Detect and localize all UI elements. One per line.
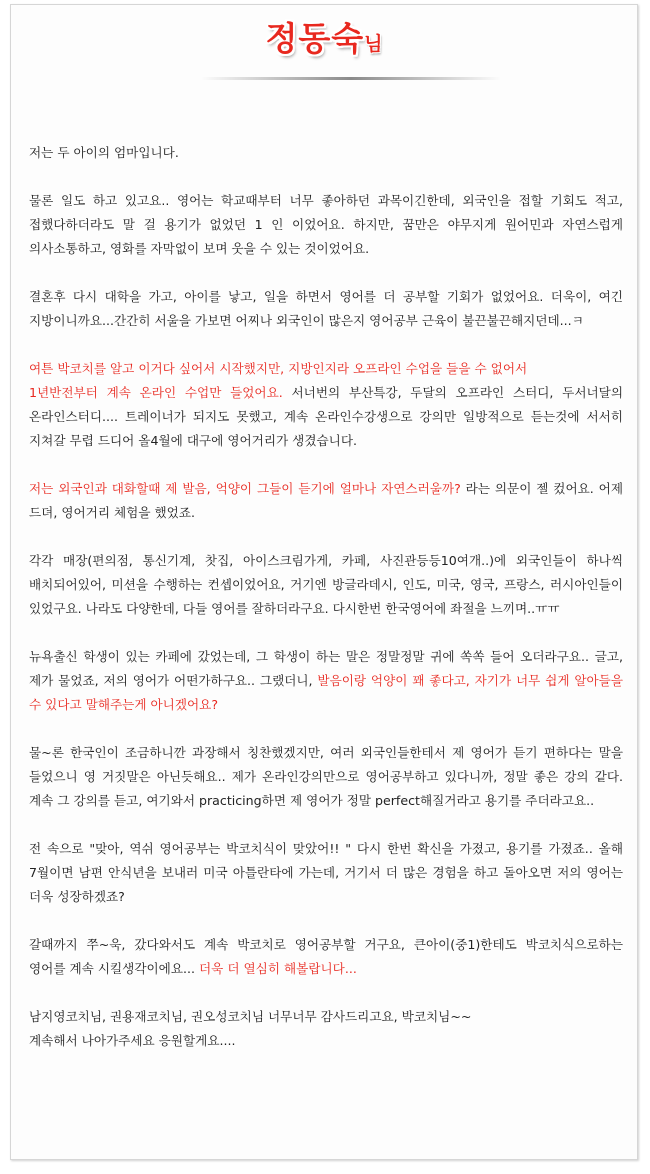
paragraph-question-rest: 라는 의문이 젤 컸어요. 어제 드뎌, 영어거리 체험을 했었죠. bbox=[29, 481, 623, 520]
highlight-resolve: 더욱 더 열심히 해볼랍니다... bbox=[199, 961, 357, 976]
paragraph-online-study bbox=[29, 357, 623, 453]
paragraph-confidence: 전 속으로 "맞아, 역쉬 영어공부는 박코치식이 맞았어!! " 다시 한번 확신을 가졌고, 용기를 가졌죠.. 올해 7월이면 남편 안식년을 보내러 미국 아틀란타에 가는데, 거기서 더 많은 경험을 하고 돌아오면 저의 영어는 더욱 성장하겠죠? bbox=[29, 841, 623, 904]
paragraph-question bbox=[29, 477, 623, 525]
highlight-question: 저는 외국인과 대화할때 제 발음, 억양이 그들이 듣기에 얼마나 자연스러울까? bbox=[29, 481, 461, 496]
highlight-online-course: 1년반전부터 계속 온라인 수업만 들었어요. bbox=[29, 385, 283, 400]
thanks-line-1: 남지영코치님, 권용재코치님, 권오성코치님 너무너무 감사드리고요, 박코치님~~ bbox=[29, 1009, 472, 1024]
title-suffix: 님 bbox=[364, 33, 383, 55]
highlight-start: 여튼 박코치를 알고 이거다 싶어서 시작했지만, 지방인지라 오프라인 수업을 들을 수 없어서 bbox=[29, 361, 528, 376]
paragraph-intro: 저는 두 아이의 엄마입니다. bbox=[29, 145, 179, 160]
highlight-compliment: 발음이랑 억양이 꽤 좋다고, 자기가 너무 쉽게 알아들을 수 있다고 말해주는게 아니겠어요? bbox=[29, 673, 624, 712]
paragraph-plan-text: 갈때까지 쭈~욱, 갔다와서도 계속 박코치로 영어공부할 거구요, 큰아이(중1)한테도 박코치식으로하는 영어를 계속 시킬생각이에요... bbox=[29, 937, 623, 976]
paragraph-online-study-rest: 서너번의 부산특강, 두달의 오프라인 스터디, 두서너달의 온라인스터디.... 트레이너가 되지도 못했고, 계속 온라인수강생으로 강의만 일방적으로 듣는것에 서서히 지쳐갈 무렵 드디어 올4월에 대구에 영어거리가 생겼습니다. bbox=[29, 385, 624, 448]
paragraph-marriage: 결혼후 다시 대학을 가고, 아이를 낳고, 일을 하면서 영어를 더 공부할 기회가 없었어요. 더욱이, 여긴 지방이니까요...간간히 서울을 가보면 어찌나 외국인이 많은지 영어공부 근육이 불끈불끈해지던데...ㅋ bbox=[29, 289, 623, 328]
paragraph-cafe bbox=[29, 645, 623, 717]
paragraph-plan bbox=[29, 933, 623, 981]
title-divider bbox=[201, 77, 501, 80]
testimonial-card bbox=[10, 4, 638, 1160]
title-name: 정동숙 bbox=[265, 19, 365, 58]
paragraph-cafe-text: 뉴욕출신 학생이 있는 카페에 갔었는데, 그 학생이 하는 말은 정말정말 귀에 쏙쏙 들어 오더라구요.. 글고, 제가 물었죠, 저의 영어가 어떤가하구요.. 그랬더니, bbox=[29, 649, 623, 688]
paragraph-thanks bbox=[29, 1005, 623, 1053]
thanks-line-2: 계속해서 나아가주세요 응원할게요.... bbox=[29, 1033, 236, 1048]
paragraph-background: 물론 일도 하고 있고요.. 영어는 학교때부터 너무 좋아하던 과목이긴한데, 외국인을 접할 기회도 적고, 접했다하더라도 말 걸 용기가 없었던 1 인 이었어요. 하지만, 꿈만은 야무지게 원어민과 자연스럽게 의사소통하고, 영화를 자막없이 보며 웃을 수 있는 것이었어요. bbox=[29, 193, 623, 256]
paragraph-english-street: 각각 매장(편의점, 통신기계, 찻집, 아이스크림가게, 카페, 사진관등등10여개..)에 외국인들이 하나씩 배치되어있어, 미션을 수행하는 컨셉이었어요, 거기엔 방글라데시, 인도, 미국, 영국, 프랑스, 러시아인들이 있었구요. 나라도 다양한데, 다들 영어를 잘하더라구요. 다시한번 한국영어에 좌절을 느끼며..ㅠㅠ bbox=[29, 553, 623, 616]
title bbox=[11, 13, 637, 69]
paragraph-praise: 물~론 한국인이 조금하니깐 과장해서 칭찬했겠지만, 여러 외국인들한테서 제 영어가 듣기 편하다는 말을 들었으니 영 거짓말은 아닌듯해요.. 제가 온라인강의만으로 영어공부하고 있다니까, 정말 좋은 강의 같다. 계속 그 강의를 듣고, 여기와서 practicing하면 제 영어가 정말 perfect해질거라고 용기를 주더라고요.. bbox=[29, 745, 623, 808]
testimonial-body bbox=[29, 141, 623, 1053]
